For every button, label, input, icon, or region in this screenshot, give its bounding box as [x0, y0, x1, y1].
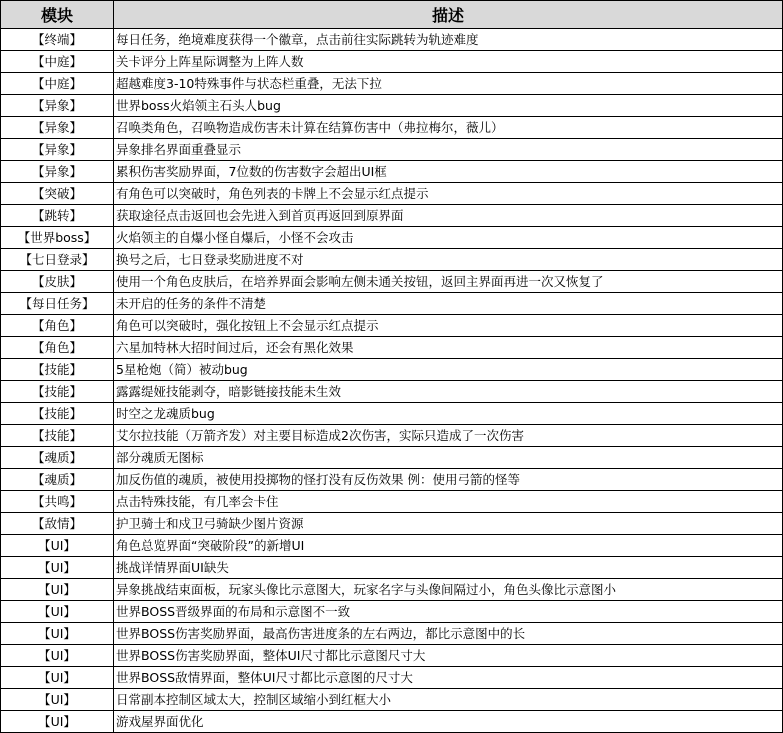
module-cell: 【皮肤】 [1, 271, 114, 293]
table-row [1, 623, 783, 645]
module-cell: 【角色】 [1, 337, 114, 359]
module-cell: 【每日任务】 [1, 293, 114, 315]
description-cell: 获取途径点击返回也会先进入到首页再返回到原界面 [114, 205, 783, 227]
table-row [1, 117, 783, 139]
description-cell: 超越难度3-10特殊事件与状态栏重叠，无法下拉 [114, 73, 783, 95]
description-cell: 世界BOSS晋级界面的布局和示意图不一致 [114, 601, 783, 623]
description-cell: 挑战详情界面UI缺失 [114, 557, 783, 579]
description-cell: 世界BOSS伤害奖励界面，最高伤害进度条的左右两边，都比示意图中的长 [114, 623, 783, 645]
module-cell: 【UI】 [1, 645, 114, 667]
description-cell: 5星枪炮（简）被动bug [114, 359, 783, 381]
table-row [1, 469, 783, 491]
table-row [1, 315, 783, 337]
description-cell: 加反伤值的魂质，被使用投掷物的怪打没有反伤效果 例：使用弓箭的怪等 [114, 469, 783, 491]
header-row [1, 1, 783, 29]
description-cell: 露露缇娅技能剥夺，暗影链接技能未生效 [114, 381, 783, 403]
table-row [1, 381, 783, 403]
description-cell: 角色总览界面“突破阶段”的新增UI [114, 535, 783, 557]
description-cell: 艾尔拉技能（万箭齐发）对主要目标造成2次伤害，实际只造成了一次伤害 [114, 425, 783, 447]
module-cell: 【UI】 [1, 535, 114, 557]
module-cell: 【UI】 [1, 601, 114, 623]
table-row [1, 337, 783, 359]
header-description: 描述 [114, 1, 783, 29]
table-row [1, 183, 783, 205]
module-cell: 【技能】 [1, 403, 114, 425]
module-cell: 【异象】 [1, 95, 114, 117]
table-row [1, 425, 783, 447]
table-row [1, 579, 783, 601]
module-cell: 【终端】 [1, 29, 114, 51]
module-cell: 【异象】 [1, 117, 114, 139]
description-cell: 换号之后，七日登录奖励进度不对 [114, 249, 783, 271]
table-row [1, 403, 783, 425]
table-row [1, 73, 783, 95]
module-cell: 【突破】 [1, 183, 114, 205]
table-row [1, 711, 783, 733]
description-cell: 有角色可以突破时，角色列表的卡牌上不会显示红点提示 [114, 183, 783, 205]
table-row [1, 557, 783, 579]
table-row [1, 29, 783, 51]
description-cell: 六星加特林大招时间过后，还会有黑化效果 [114, 337, 783, 359]
module-cell: 【世界boss】 [1, 227, 114, 249]
module-cell: 【中庭】 [1, 51, 114, 73]
table-row [1, 271, 783, 293]
module-cell: 【UI】 [1, 667, 114, 689]
table-row [1, 249, 783, 271]
table-row [1, 51, 783, 73]
module-cell: 【角色】 [1, 315, 114, 337]
module-cell: 【技能】 [1, 359, 114, 381]
description-cell: 每日任务，绝境难度获得一个徽章，点击前往实际跳转为轨迹难度 [114, 29, 783, 51]
table-row [1, 95, 783, 117]
module-cell: 【共鸣】 [1, 491, 114, 513]
table-row [1, 667, 783, 689]
table-row [1, 689, 783, 711]
description-cell: 世界BOSS敌情界面，整体UI尺寸都比示意图的尺寸大 [114, 667, 783, 689]
description-cell: 未开启的任务的条件不清楚 [114, 293, 783, 315]
module-cell: 【技能】 [1, 381, 114, 403]
table-row [1, 205, 783, 227]
description-cell: 护卫骑士和戍卫弓骑缺少图片资源 [114, 513, 783, 535]
description-cell: 世界BOSS伤害奖励界面，整体UI尺寸都比示意图尺寸大 [114, 645, 783, 667]
module-cell: 【UI】 [1, 557, 114, 579]
table-row [1, 601, 783, 623]
table-row [1, 535, 783, 557]
description-cell: 关卡评分上阵星际调整为上阵人数 [114, 51, 783, 73]
module-cell: 【魂质】 [1, 469, 114, 491]
module-cell: 【七日登录】 [1, 249, 114, 271]
table-row [1, 139, 783, 161]
description-cell: 火焰领主的自爆小怪自爆后，小怪不会攻击 [114, 227, 783, 249]
header-module: 模块 [1, 1, 114, 29]
module-cell: 【中庭】 [1, 73, 114, 95]
table-row [1, 513, 783, 535]
module-cell: 【魂质】 [1, 447, 114, 469]
description-cell: 时空之龙魂质bug [114, 403, 783, 425]
module-cell: 【敌情】 [1, 513, 114, 535]
module-cell: 【异象】 [1, 161, 114, 183]
description-cell: 召唤类角色，召唤物造成伤害未计算在结算伤害中（弗拉梅尔，薇儿） [114, 117, 783, 139]
description-cell: 世界boss火焰领主石头人bug [114, 95, 783, 117]
module-cell: 【异象】 [1, 139, 114, 161]
description-cell: 角色可以突破时，强化按钮上不会显示红点提示 [114, 315, 783, 337]
module-cell: 【UI】 [1, 711, 114, 733]
module-cell: 【跳转】 [1, 205, 114, 227]
table-row [1, 491, 783, 513]
table-row [1, 645, 783, 667]
module-cell: 【技能】 [1, 425, 114, 447]
module-cell: 【UI】 [1, 689, 114, 711]
description-cell: 异象排名界面重叠显示 [114, 139, 783, 161]
module-cell: 【UI】 [1, 623, 114, 645]
table-row [1, 227, 783, 249]
table-row [1, 447, 783, 469]
description-cell: 点击特殊技能，有几率会卡住 [114, 491, 783, 513]
table-row [1, 293, 783, 315]
description-cell: 部分魂质无图标 [114, 447, 783, 469]
table-row [1, 161, 783, 183]
table-row [1, 359, 783, 381]
table-body [1, 29, 783, 733]
module-cell: 【UI】 [1, 579, 114, 601]
description-cell: 游戏屋界面优化 [114, 711, 783, 733]
description-cell: 累积伤害奖励界面，7位数的伤害数字会超出UI框 [114, 161, 783, 183]
description-cell: 异象挑战结束面板，玩家头像比示意图大，玩家名字与头像间隔过小，角色头像比示意图小 [114, 579, 783, 601]
description-cell: 使用一个角色皮肤后，在培养界面会影响左侧未通关按钮，返回主界面再进一次又恢复了 [114, 271, 783, 293]
description-cell: 日常副本控制区域太大，控制区域缩小到红框大小 [114, 689, 783, 711]
